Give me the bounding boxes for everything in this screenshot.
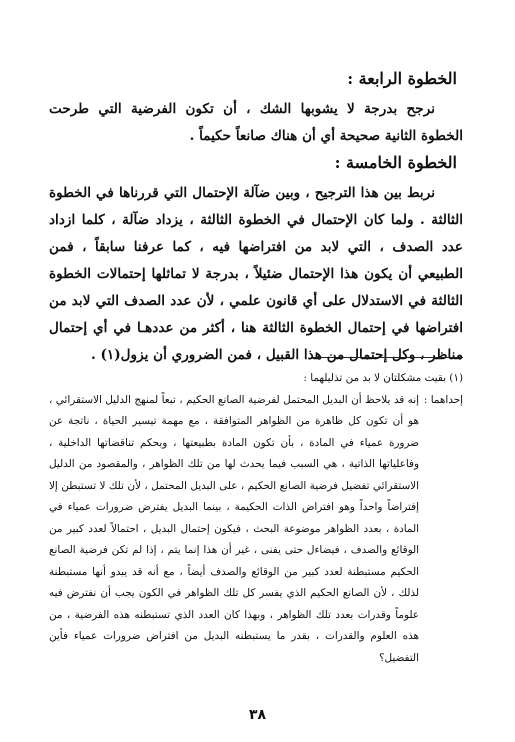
- page-number: ٣٨: [248, 707, 267, 723]
- footnote-block: [49, 368, 463, 669]
- footnote-intro: (١) بقيت مشكلتان لا بد من تذليلهما :: [303, 372, 463, 384]
- step-five-paragraph: نربط بين هذا الترجيح ، وبين ضآلة الإحتمال التي قررناها في الخطوة الثالثة . ولما كان الإحتمال في الخطوة الثالثة ، يزداد ضآلة ، كلما ازداد عدد الصدف ، التي لابد من افتراضها فيه ، كما عرفنا سابقاً ، فمن الطبيعي أن يكون هذا الإحتمال ضئيلاً ، بدرجة لا تماثلها إحتمالات الخطوة الثالثة في الاستدلال على أي قانون علمي ، لأن عدد الصدف التي لابد من افتراضها في إحتمال الخطوة الثالثة هنا ، أكثر من عددهـا في أي إحتمال مناظر ، وكل إحتمال من هذا القبيل ، فمن الضروري أن يزول(١) .: [49, 185, 463, 363]
- step-five-body: [49, 180, 463, 369]
- step-four-heading: الخطوة الرابعة :: [347, 69, 457, 88]
- step-five-heading: الخطوة الخامسة :: [334, 153, 457, 172]
- footnote-first-text: إنه قد يلاحظ أن البديل المحتمل لفرضية الصانع الحكيم ، تبعاً لمنهج الدليل الاستقرائي ، هو أن تكون كل ظاهرة من الظواهر المتوافقة ، مع مهمة تيسير الحياة ، ناتجة عن ضرورة عمياء في المادة ، بأن تكون المادة بطبيعتها ، وبحكم تناقضاتها الداخلية ، وفاعلياتها الذاتية ، هي السبب فيما يحدث لها من تلك الظواهر ، والمقصود من الدليل الاستقرائي تفضيل فرضية الصانع الحكيم ، على البديل المحتمل ، لأن تلك لا تستبطن إلا إفتراضاً واحداً وهو افتراض الذات الحكيمة ، بينما البديل يفترض ضرورات عمياء في المادة ، بعدد الظواهر موضوعة البحث ، فيكون إحتمال البديل ، احتمالاً لعدد كبير من الوقائع والصدف ، فيضاءل حتى يفنى ، غير أن هذا إنما يتم ، إذا لم تكن فرضية الصانع الحكيم مستبطنة لعدد كبير من الوقائع والصدف أيضاً ، مع أنه قد يبدو أنها مستبطنة لذلك ، لأن الصانع الحكيم الذي يفسر كل تلك الظواهر في الكون يجب أن نفترض فيه علوماً وقدرات بعدد تلك الظواهر ، وبهذا كان العدد الذي تستبطنه هذه الفرضية ، من هذه العلوم والقدرات ، بقدر ما يستبطنه البديل من افتراض ضرورات عمياء فأين التفضيل؟: [49, 393, 419, 664]
- step-four-paragraph: نرجح بدرجة لا يشوبها الشك ، أن تكون الفرضية التي طرحت الخطوة الثانية صحيحة أي أن هناك صانعاً حكيماً .: [49, 101, 463, 144]
- footnote-separator: [313, 357, 463, 358]
- footnote-first-label: إحداهما :: [423, 393, 463, 406]
- footnote-first-problem: [49, 390, 463, 670]
- step-four-body: [49, 96, 463, 150]
